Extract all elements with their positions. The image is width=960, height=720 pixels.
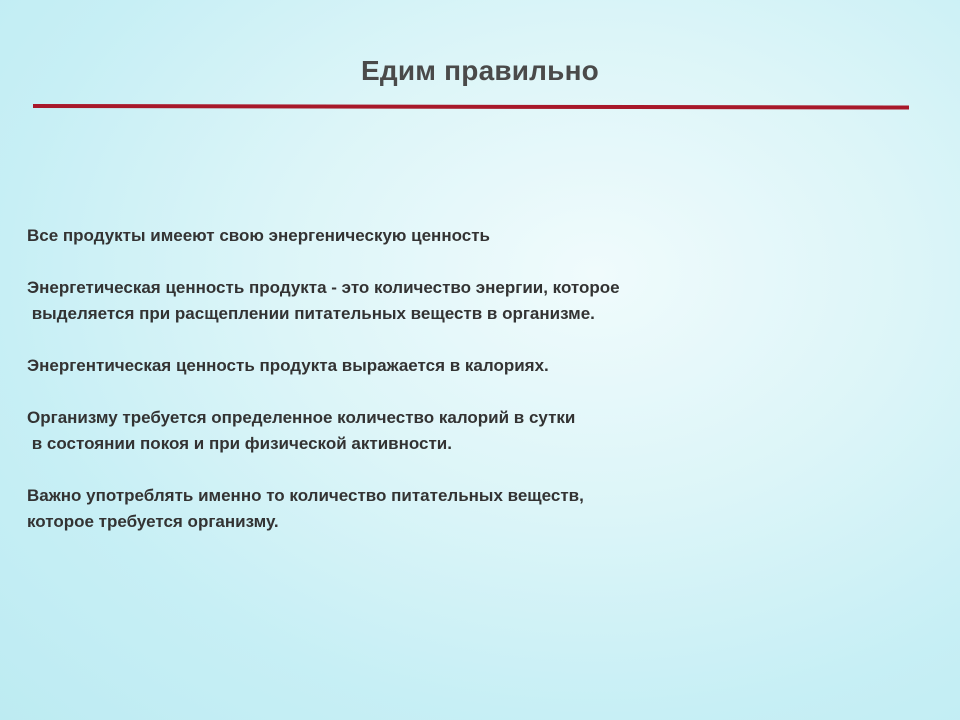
paragraph-line: Энергентическая ценность продукта выражается в калориях. [27,356,549,375]
paragraph-4 [27,405,927,457]
slide-body [27,223,927,561]
paragraph-line: в состоянии покоя и при физической активности. [27,434,452,453]
slide-title: Едим правильно [361,55,599,86]
paragraph-line: Важно употреблять именно то количество питательных веществ, [27,486,584,505]
paragraph-3 [27,353,927,379]
paragraph-line: Все продукты имееют свою энергеническую ценность [27,226,490,245]
paragraph-5 [27,483,927,535]
paragraph-line: Организму требуется определенное количество калорий в сутки [27,408,576,427]
paragraph-line: Энергетическая ценность продукта - это количество энергии, которое [27,278,620,297]
paragraph-1 [27,223,927,249]
paragraph-2 [27,275,927,327]
title-divider [33,104,909,110]
paragraph-line: выделяется при расщеплении питательных веществ в организме. [27,304,595,323]
paragraph-line: которое требуется организму. [27,512,279,531]
